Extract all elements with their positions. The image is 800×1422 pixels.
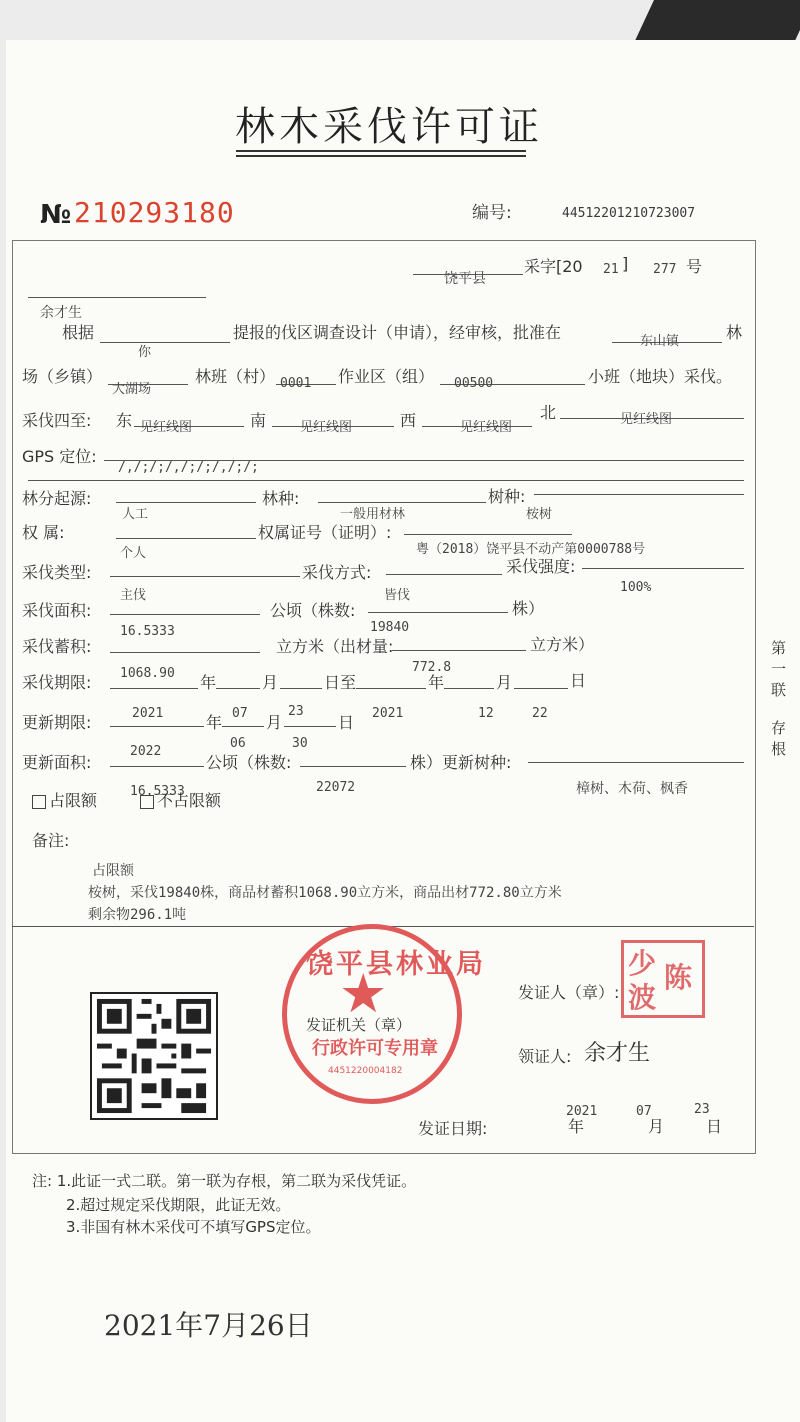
bounds-south-label: 南	[250, 411, 267, 430]
basis-label: 根据	[62, 323, 95, 342]
no-quota-label: 不占限额	[157, 791, 222, 810]
issue-date-m: 07	[636, 1104, 652, 1119]
forest-label2: 林班（村）	[195, 367, 276, 386]
period-nian1: 年	[200, 673, 217, 692]
period-label: 采伐期限:	[22, 673, 92, 692]
renew-area-value: 16.5333	[130, 784, 185, 799]
area-unit: 公顷（株数:	[270, 601, 356, 620]
forest-type-value: 一般用材林	[340, 507, 406, 522]
issue-date-y: 2021	[566, 1104, 598, 1119]
seal-star-icon: ★	[339, 962, 388, 1025]
area-count: 19840	[370, 620, 410, 635]
permit-word: 采字[20	[524, 257, 583, 276]
renew-count: 22072	[316, 780, 356, 795]
quota-label: 占限额	[49, 791, 98, 810]
issue-date-d: 23	[694, 1102, 710, 1117]
renew-y: 2022	[130, 744, 162, 759]
intensity-label: 采伐强度:	[506, 557, 576, 576]
cert-label: 权属证号（证明）:	[258, 523, 392, 542]
bounds-west-label: 西	[400, 411, 417, 430]
receiver-signature: 余才生	[584, 1041, 651, 1066]
quota-box[interactable]	[32, 795, 46, 809]
renew-period-label: 更新期限:	[22, 713, 92, 732]
cut-type-value: 主伐	[120, 588, 147, 603]
period-y1: 2021	[132, 706, 164, 721]
volume-value: 1068.90	[120, 666, 175, 681]
owner-label: 权 属:	[22, 523, 65, 542]
basis-value: 你	[138, 345, 152, 360]
forest-zone: 00500	[454, 376, 494, 391]
permit-county: 饶平县	[444, 271, 486, 287]
issue-date-nian: 年	[568, 1117, 585, 1136]
period-ri: 日	[570, 671, 587, 690]
quota-checkbox[interactable]	[32, 788, 97, 811]
forest-label4: 小班（地块）采伐。	[588, 367, 733, 386]
square-seal-char-2: 陈	[664, 961, 693, 994]
renew-d: 30	[292, 736, 308, 751]
code-value: 44512201210723007	[562, 206, 696, 221]
title-underline	[236, 150, 526, 157]
issue-date-label: 发证日期:	[418, 1119, 488, 1138]
side-copy-label: 第一联	[769, 640, 787, 703]
remark-label: 备注:	[32, 831, 70, 850]
issue-date-yue: 月	[648, 1117, 665, 1136]
permit-bracket: ]	[622, 254, 629, 273]
bounds-west: 见红线图	[460, 420, 513, 435]
permit-year: 21	[603, 262, 619, 277]
square-seal-char-1: 少	[628, 947, 657, 980]
handwritten-date: 2021年7月26日	[104, 1309, 313, 1342]
receiver-label: 领证人:	[518, 1047, 572, 1066]
species-label: 树种:	[488, 487, 526, 506]
bounds-east-label: 东	[116, 411, 133, 430]
period-yue1: 月	[262, 673, 279, 692]
permit-num: 277	[653, 262, 677, 277]
intensity-value: 100%	[620, 580, 652, 595]
area-value: 16.5333	[120, 624, 175, 639]
seal-number: 4451220004182	[328, 1066, 403, 1076]
forest-farm: 大湖场	[112, 382, 152, 397]
renew-nian: 年	[206, 713, 223, 732]
period-nian2: 年	[428, 673, 445, 692]
forest-label1: 场（乡镇）	[22, 367, 103, 386]
document-title: 林木采伐许可证	[235, 104, 543, 150]
volume-label: 采伐蓄积:	[22, 637, 92, 656]
period-y2: 2021	[372, 706, 404, 721]
side-stub-label: 存根	[769, 720, 787, 762]
period-rizhi: 日至	[324, 673, 357, 692]
period-m1: 07	[232, 706, 248, 721]
basis-text: 提报的伐区调查设计（申请），经审核，批准在	[233, 323, 562, 342]
remark-line-2: 桉树，采伐19840株，商品材蓄积1068.90立方米，商品出材772.80立方米	[88, 885, 562, 901]
renew-area-label: 更新面积:	[22, 753, 92, 772]
cut-type-label: 采伐类型:	[22, 563, 92, 582]
renew-m: 06	[230, 736, 246, 751]
species-value: 桉树	[526, 507, 553, 522]
forest-plot: 0001	[280, 376, 312, 391]
cut-method-label: 采伐方式:	[302, 563, 372, 582]
area-label: 采伐面积:	[22, 601, 92, 620]
renew-area-tail: 株）更新树种:	[410, 753, 512, 772]
bounds-label: 采伐四至:	[22, 411, 92, 430]
forest-label3: 作业区（组）	[338, 367, 435, 386]
forest-type-label: 林种:	[262, 489, 300, 508]
renew-area-unit: 公顷（株数:	[206, 753, 292, 772]
no-quota-box[interactable]	[140, 795, 154, 809]
basis-town: 东山镇	[640, 334, 680, 349]
bounds-north-label: 北	[540, 403, 557, 422]
renew-yue: 月	[266, 713, 283, 732]
qr-code	[90, 992, 218, 1120]
remark-line-3: 剩余物296.1吨	[88, 907, 187, 923]
renew-ri: 日	[338, 713, 355, 732]
serial-number: 210293180	[74, 196, 235, 229]
code-label: 编号:	[472, 203, 512, 223]
area-tail: 株）	[512, 599, 545, 618]
gps-value: /,/;/;/,/;/;/,/;/;	[118, 460, 259, 475]
remark-line-1: 占限额	[92, 863, 134, 879]
note-3: 3.非国有林木采伐可不填写GPS定位。	[66, 1218, 321, 1236]
no-quota-checkbox[interactable]	[140, 788, 221, 811]
renew-species: 樟树、木荷、枫香	[576, 781, 688, 797]
period-m2: 12	[478, 706, 494, 721]
seal-bottom-text: 行政许可专用章	[312, 1038, 438, 1059]
basis-lin: 林	[726, 323, 743, 342]
serial-label: №	[40, 200, 72, 230]
cert-value: 粤（2018）饶平县不动产第0000788号	[416, 542, 646, 557]
origin-label: 林分起源:	[22, 489, 92, 508]
issuer-label: 发证人（章）:	[518, 983, 620, 1002]
seal-top-text: 饶平县林业局	[306, 949, 486, 980]
volume-unit: 立方米（出材量:	[276, 637, 394, 656]
period-d2: 22	[532, 706, 548, 721]
issuer-org-label: 发证机关（章）	[306, 1016, 412, 1034]
note-2: 2.超过规定采伐期限，此证无效。	[66, 1196, 291, 1214]
origin-value: 人工	[122, 507, 149, 522]
bounds-east: 见红线图	[140, 420, 193, 435]
note-1: 注: 1.此证一式二联。第一联为存根，第二联为采伐凭证。	[32, 1172, 417, 1190]
period-d1: 23	[288, 704, 304, 719]
permit-hao: 号	[686, 257, 703, 276]
issue-date-ri: 日	[706, 1117, 723, 1136]
period-yue2: 月	[496, 673, 513, 692]
bounds-north: 见红线图	[620, 412, 673, 427]
cut-method-value: 皆伐	[384, 588, 411, 603]
volume-out: 772.8	[412, 660, 452, 675]
owner-value: 个人	[120, 546, 147, 561]
applicant-name: 余才生	[40, 305, 82, 321]
bounds-south: 见红线图	[300, 420, 353, 435]
gps-label: GPS 定位:	[22, 447, 97, 466]
square-seal-char-3: 波	[628, 981, 657, 1014]
volume-tail: 立方米）	[530, 635, 595, 654]
